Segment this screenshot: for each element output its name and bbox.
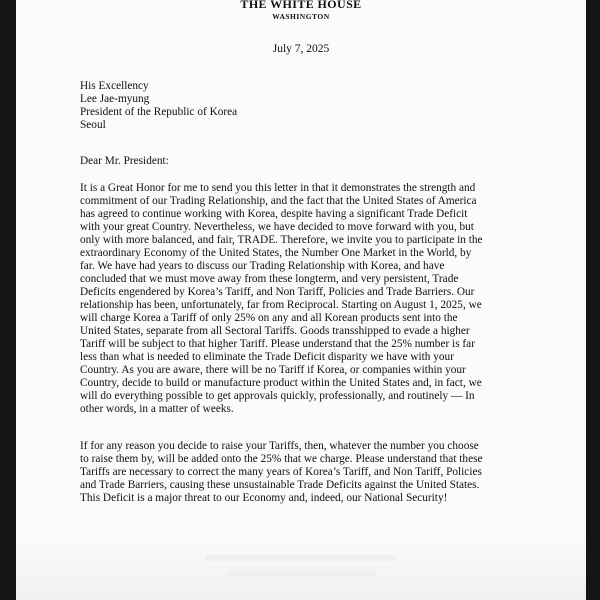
paragraph-line: Tariffs are necessary to correct the many years of Korea’s Tariff, and Non Tariff, Policies <box>80 466 482 478</box>
paragraph-line: Country, decide to build or manufacture product within the United States and, in fact, we <box>80 377 482 389</box>
recipient-line: Seoul <box>80 119 106 131</box>
paragraph-line: Deficits engendered by Korea’s Tariff, and Non Tariff, Policies and Trade Barriers. Our <box>80 286 475 298</box>
letter-page <box>16 0 586 600</box>
paragraph-line: Tariff will be subject to that higher Tariff. Please understand that the 25% number is far <box>80 338 475 350</box>
salutation: Dear Mr. President: <box>80 155 169 167</box>
recipient-line: His Excellency <box>80 80 149 92</box>
paragraph-line: to raise them by, will be added onto the 25% that we charge. Please understand that these <box>80 453 483 465</box>
paragraph-line: other words, in a matter of weeks. <box>80 403 234 415</box>
paragraph-line: and Trade Barriers, causing these unsustainable Trade Deficits against the United States. <box>80 479 480 491</box>
faint-signature-area <box>206 545 396 585</box>
paragraph-line: Country. As you are aware, there will be no Tariff if Korea, or companies within your <box>80 364 466 376</box>
paragraph-line: far. We have had years to discuss our Trading Relationship with Korea, and have <box>80 260 445 272</box>
paragraph-line: relationship has been, unfortunately, far from Reciprocal. Starting on August 1, 2025, we <box>80 299 482 311</box>
letterhead-title: THE WHITE HOUSE <box>240 0 362 11</box>
paragraph-line: United States, separate from all Sectoral Tariffs. Goods transshipped to evade a higher <box>80 325 470 337</box>
paragraph-line: only with more balanced, and fair, TRADE. Therefore, we invite you to participate in the <box>80 234 483 246</box>
paragraph-line: will do everything possible to get approvals quickly, professionally, and routinely — In <box>80 390 475 402</box>
paragraph-line: commitment of our Trading Relationship, and the fact that the United States of America <box>80 195 477 207</box>
paragraph-1 <box>80 182 530 416</box>
recipient-line: President of the Republic of Korea <box>80 106 238 118</box>
paragraph-line: This Deficit is a major threat to our Economy and, indeed, our National Security! <box>80 492 448 504</box>
paragraph-line: will charge Korea a Tariff of only 25% on any and all Korean products sent into the <box>80 312 458 324</box>
paragraph-2 <box>80 440 530 505</box>
paragraph-line: It is a Great Honor for me to send you this letter in that it demonstrates the strength and <box>80 182 476 194</box>
letter-date: July 7, 2025 <box>272 43 330 55</box>
paragraph-line: If for any reason you decide to raise your Tariffs, then, whatever the number you choose <box>80 440 479 452</box>
recipient-line: Lee Jae-myung <box>80 93 150 105</box>
paragraph-line: less than what is needed to eliminate the Trade Deficit disparity we have with your <box>80 351 454 363</box>
paragraph-line: concluded that we must move away from these longterm, and very persistent, Trade <box>80 273 459 285</box>
letterhead <box>16 0 586 23</box>
letterhead-subtitle: WASHINGTON <box>272 12 330 21</box>
paragraph-line: with your great Country. Nevertheless, we have decided to move forward with you, but <box>80 221 474 233</box>
paragraph-line: extraordinary Economy of the United States, the Number One Market in the World, by <box>80 247 472 259</box>
recipient-address <box>80 80 530 132</box>
paragraph-line: has agreed to continue working with Korea, despite having a significant Trade Deficit <box>80 208 468 220</box>
